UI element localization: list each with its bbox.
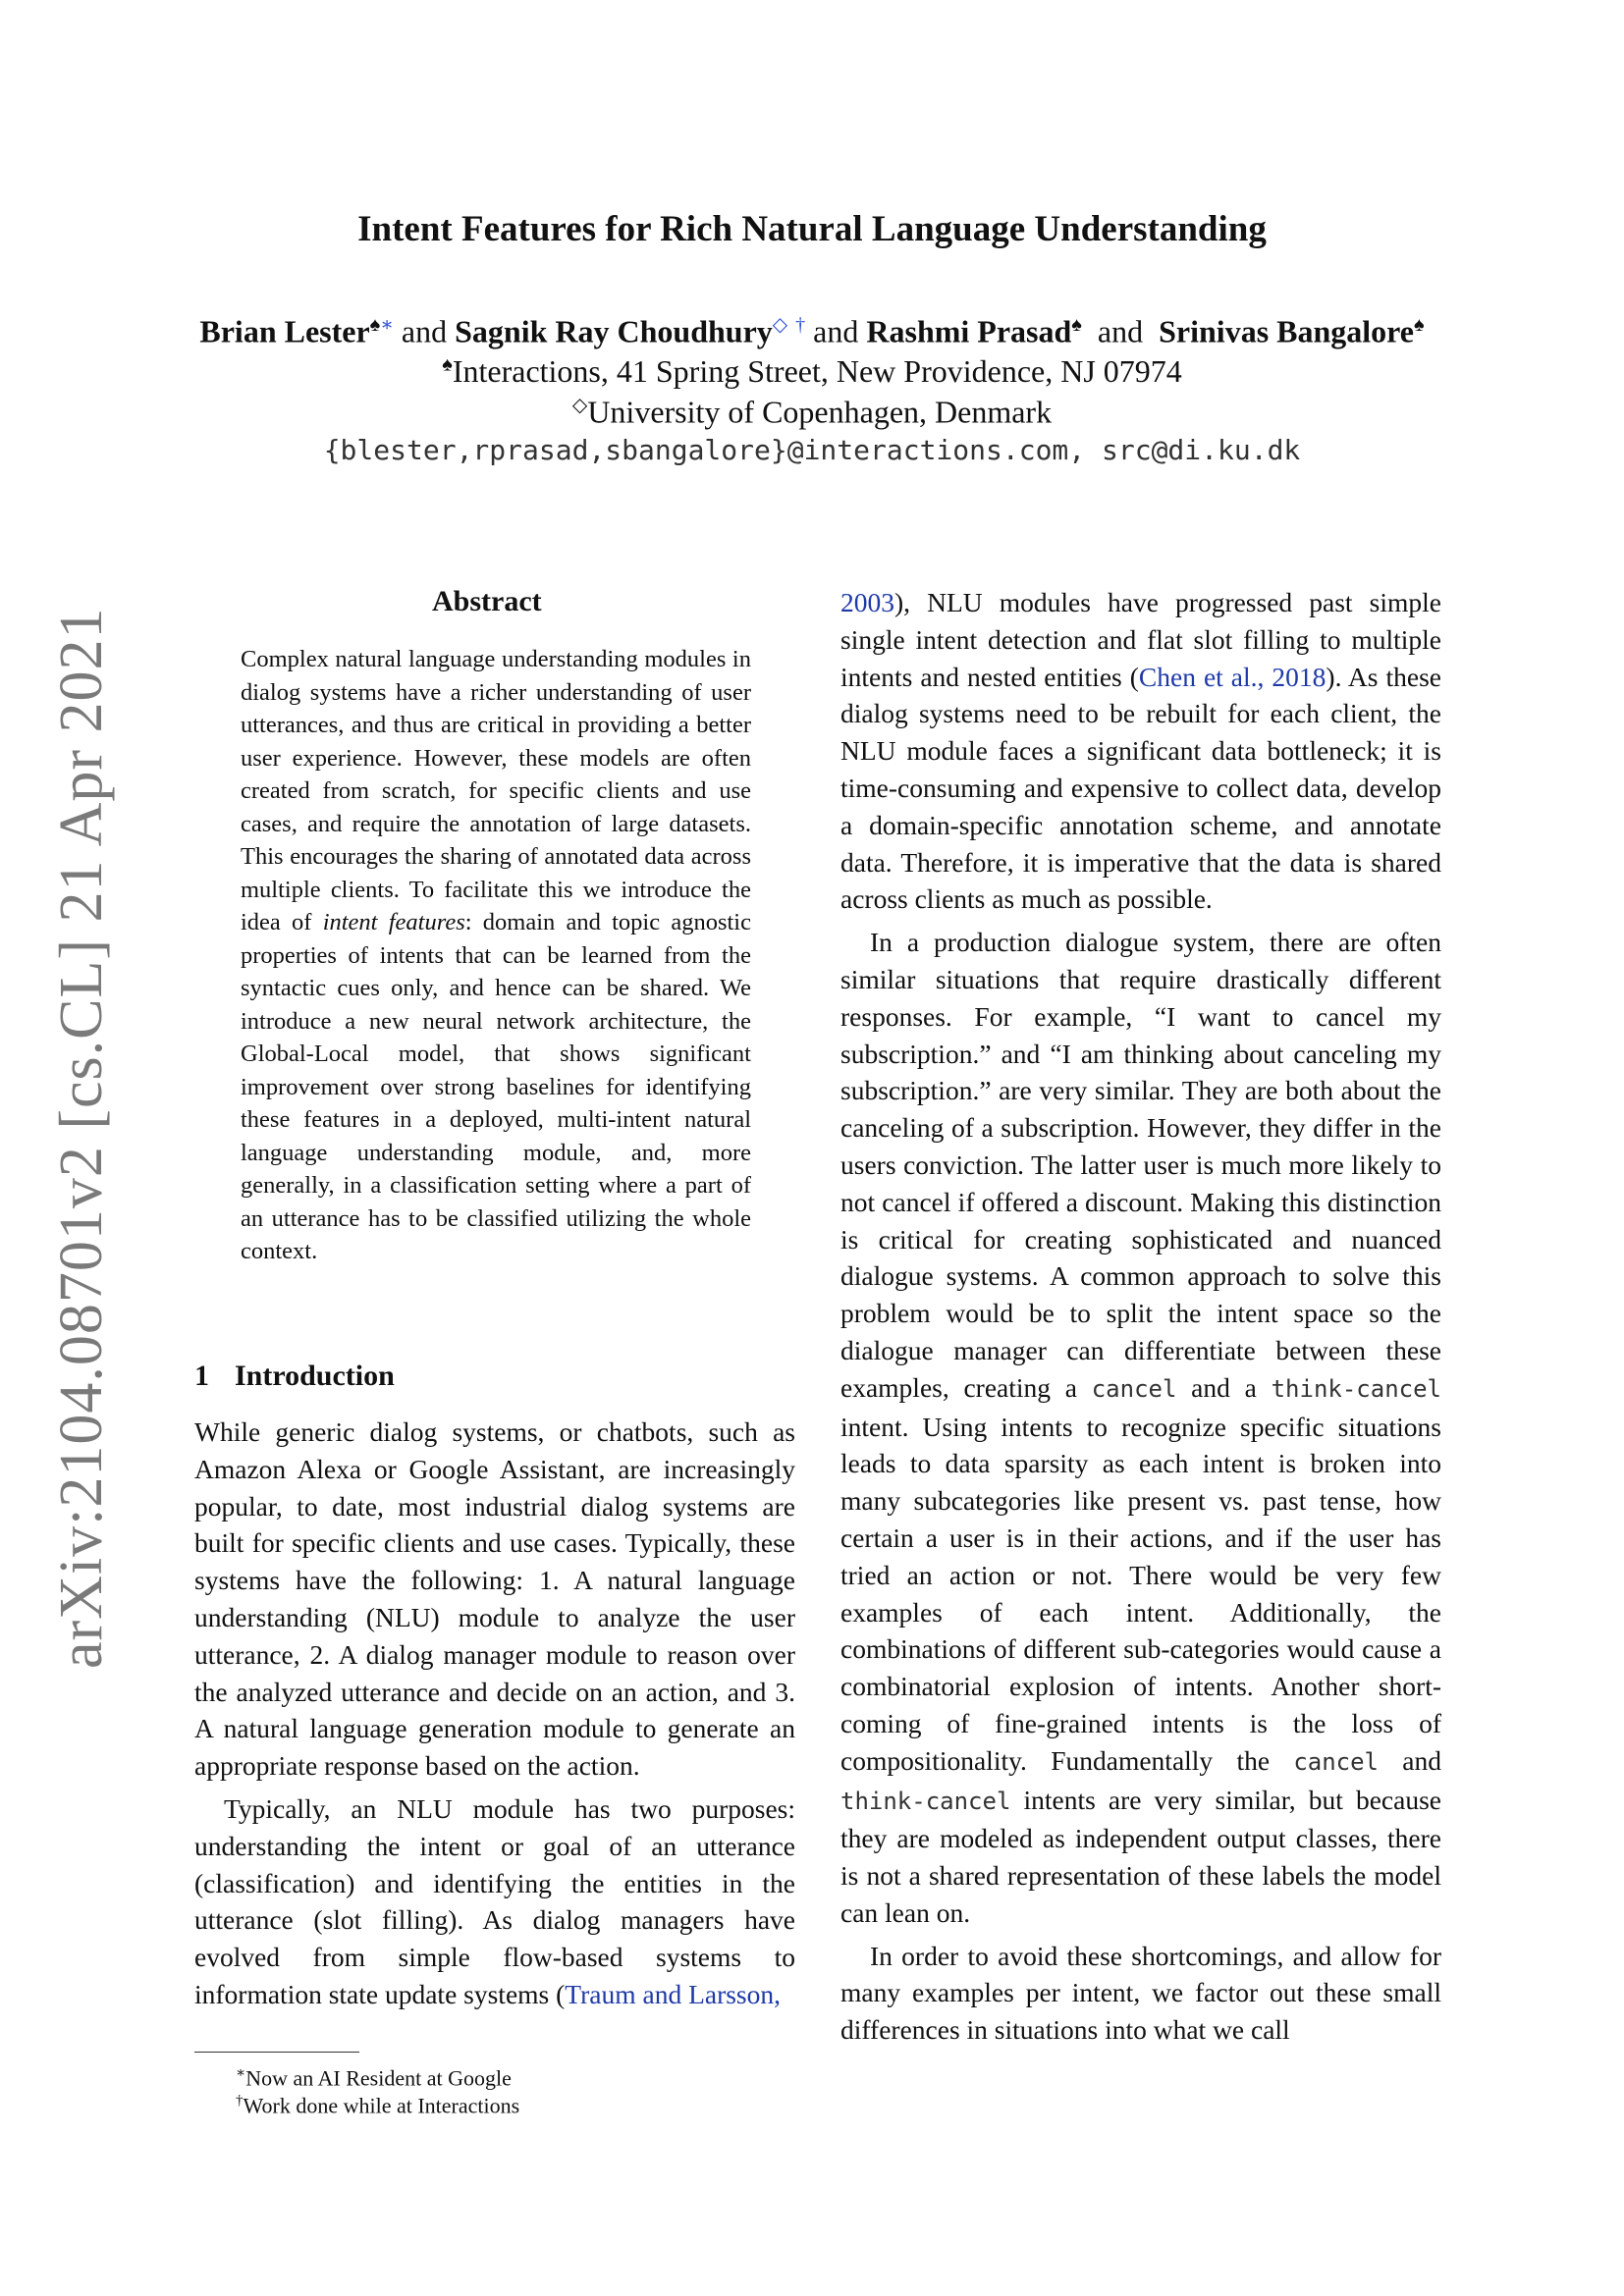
citation-link[interactable]: Traum and Larsson, (565, 1978, 782, 2009)
code-intent-label: cancel (1091, 1374, 1177, 1403)
and-text: and (1097, 313, 1144, 349)
footnote-mark[interactable]: † (795, 314, 806, 336)
author-line (0, 312, 1624, 350)
paragraph-text: intent. Using intents to recognize specific situations leads to data sparsity as each intent is broken into many subcategories like present vs. past tense, how certain a user is in their actions, and if the user has tried an action or not. There would be very few examples of each intent. Additionally, the combinations of different sub-categories would cause a combinatorial explosion of intents. Another short-coming of fine-grained intents is the loss of compositionality. Fundamentally the (840, 1411, 1441, 1776)
affiliation-mark: ♠ (369, 314, 381, 336)
arxiv-sidebar-stamp: arXiv:2104.08701v2 [cs.CL] 21 Apr 2021 (48, 607, 115, 1669)
footnote-text: Now an AI Resident at Google (245, 2065, 512, 2091)
affiliation-mark: ◇ (772, 314, 788, 336)
code-intent-label: think-cancel (840, 1787, 1011, 1815)
footnote-mark: ∗ (236, 2065, 246, 2081)
affiliation-mark: ♠ (442, 353, 453, 376)
paper-title: Intent Features for Rich Natural Language Understanding (357, 209, 1267, 249)
abstract-text: Complex natural language understanding modules in dialog systems have a richer understanding of user utterances, and thus are critical in providing a better user experience. However, these models are often created from scratch, for specific clients and use cases, and require the annotation of large datasets. This encourages the sharing of annotated data across multiple clients. To facilitate this we introduce the idea of (241, 646, 751, 935)
footnote (236, 2063, 512, 2091)
footnote-rule (194, 2052, 359, 2053)
author-emails[interactable]: {blester,rprasad,sbangalore}@interactions.com, src@di.ku.dk (323, 434, 1301, 466)
paragraph (840, 924, 1441, 1932)
abstract-body (241, 643, 751, 1268)
paragraph: While generic dialog systems, or chatbots, such as Amazon Alexa or Google Assistant, are increasingly popular, to date, most industrial dialog systems are built for specific clients and use cases. Typically, these systems have the following: 1. A natural language understanding (NLU) module to analyze the user utterance, 2. A dialog manager module to reason over the analyzed utterance and decide on an action, and 3. A natural language generation module to generate an appropriate response based on the action. (194, 1416, 795, 1782)
paragraph-text: and a (1176, 1371, 1272, 1403)
citation-link[interactable]: 2003 (840, 587, 894, 617)
paragraph-text: intents are very similar, but because they are modeled as independent output classes, there is not a shared representation of these labels the model can lean on. (840, 1784, 1441, 1928)
footnote-mark: † (236, 2093, 244, 2109)
right-column (840, 584, 1441, 2055)
paragraph (840, 584, 1441, 918)
affiliation-mark: ♠ (1414, 314, 1425, 336)
affiliation-text: University of Copenhagen, Denmark (587, 394, 1053, 430)
abstract-text: : domain and topic agnostic properties of intents that can be learned from the syntactic cues only, and hence can be shared. We introduce a new neural network architecture, the Global-Local model, that shows significant improvement over strong baselines for identifying these features in a deployed, multi-intent natural language understanding module, and, more generally, in a classification setting where a part of an utterance has to be classified utilizing the whole context. (241, 909, 751, 1264)
affiliation-text: Interactions, 41 Spring Street, New Providence, NJ 07974 (452, 353, 1182, 389)
paragraph-text: ). As these dialog systems need to be rebuilt for each client, the NLU module faces a significant data bottleneck; it is time-consuming and expensive to collect data, develop a domain-specific annotation scheme, and annotate data. Therefore, it is imperative that the data is shared across clients as much as possible. (840, 661, 1441, 915)
author-name: Rashmi Prasad (866, 313, 1072, 349)
section-heading-introduction (194, 1360, 395, 1393)
paragraph-text: ), NLU modules have progressed past simple single intent detection and flat slot filling to multiple intents and nested entities ( (840, 587, 1441, 692)
code-intent-label: think-cancel (1271, 1374, 1441, 1403)
paragraph-text: Typically, an NLU module has two purposes: understanding the intent or goal of an utterance (classification) and identifying the entities in the utterance (slot filling). As dialog managers have evolved from simple flow-based systems to information state update systems ( (194, 1792, 795, 2009)
paragraph-text: and (1379, 1744, 1441, 1776)
footnote-text: Work done while at Interactions (243, 2093, 520, 2118)
abstract-emphasis: intent features (322, 909, 465, 935)
affiliation-1 (0, 353, 1624, 390)
code-intent-label: cancel (1293, 1747, 1380, 1776)
citation-link[interactable]: Chen et al., 2018 (1138, 661, 1326, 692)
abstract-heading: Abstract (432, 585, 542, 617)
paragraph-text: In a production dialogue system, there are often similar situations that require drastically different responses. For example, “I want to cancel my subscription.” and “I am thinking about canceling my subscription.” are very similar. They are both about the canceling of a subscription. However, they differ in the users conviction. The latter user is much more likely to not cancel if offered a discount. Making this distinction is critical for creating sophisticated and nuanced dialogue systems. A common approach to solve this problem would be to split the intent space so the dialogue manager can differentiate between these examples, creating a (840, 927, 1441, 1403)
and-text: and (401, 313, 448, 349)
section-title: Introduction (235, 1360, 395, 1392)
author-name: Srinivas Bangalore (1159, 313, 1414, 349)
author-name: Sagnik Ray Choudhury (455, 313, 773, 349)
and-text: and (813, 313, 859, 349)
left-column (194, 1414, 795, 2019)
affiliation-2 (0, 393, 1624, 431)
affiliation-mark: ♠ (1071, 314, 1082, 336)
footnote-mark[interactable]: ∗ (380, 314, 394, 336)
paragraph: In order to avoid these shortcomings, and allow for many examples per intent, we factor out these small differences in situations into what we call (840, 1940, 1441, 2046)
author-name: Brian Lester (199, 313, 370, 349)
section-number: 1 (194, 1360, 209, 1392)
footnote (236, 2093, 519, 2118)
paragraph (194, 1790, 795, 2013)
affiliation-mark: ◇ (571, 395, 588, 416)
